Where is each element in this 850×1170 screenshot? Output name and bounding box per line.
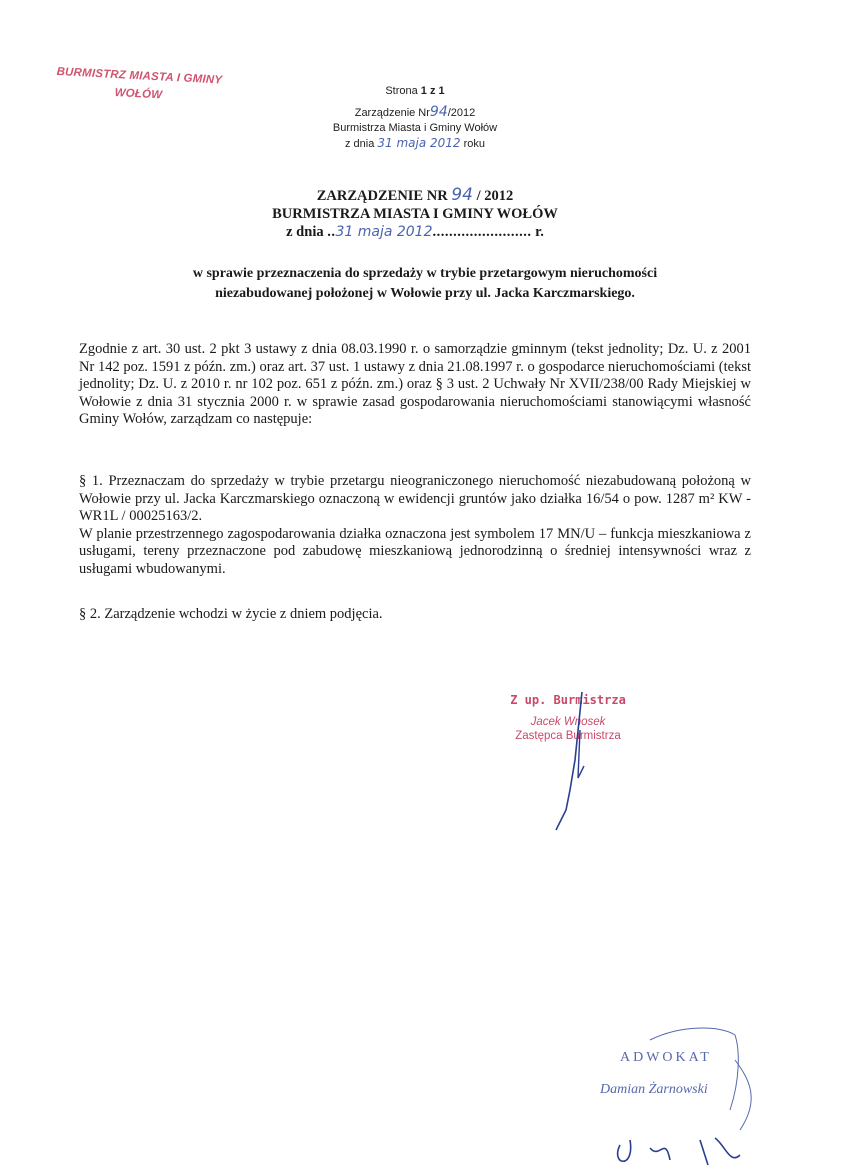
title-date-prefix: z dnia: [286, 224, 324, 240]
title-date-suffix: r.: [535, 224, 544, 240]
title-num-handwritten: 94: [451, 185, 473, 205]
page-total: 1: [438, 85, 445, 97]
order-num-handwritten: 94: [429, 104, 448, 120]
order-ref: [300, 105, 530, 121]
section-1: [79, 473, 751, 579]
title-dots-left: ..: [327, 224, 336, 240]
issuer-stamp-line1: BURMISTRZ MIASTA I GMINY: [56, 65, 223, 87]
lawyer-stamp-name: Damian Żarnowski: [600, 1082, 708, 1097]
title-dots-right: ........................: [432, 224, 532, 240]
subject-line1: w sprawie przeznaczenia do sprzedaży w trybie przetargowym nieruchomości: [192, 266, 658, 281]
title-prefix: ZARZĄDZENIE NR: [316, 188, 448, 204]
section-2: [79, 606, 751, 624]
title-date-handwritten: 31 maja 2012: [335, 224, 433, 240]
page-of: z: [429, 85, 436, 97]
section-1-text-a: § 1. Przeznaczam do sprzedaży w trybie przetargu nieograniczonego nieruchomość niezabudowaną położoną w Wołowie przy ul. Jacka Karczmarskiego oznaczoną w ewidencji gruntów jako działka 16/54 o pow. 1287 m² KW - WR1L / 00025163/2.: [79, 473, 751, 525]
lawyer-stamp: [600, 1050, 760, 1098]
subject-line2: niezabudowanej położonej w Wołowie przy ul. Jacka Karczmarskiego.: [215, 286, 635, 301]
issuer-stamp: [38, 62, 240, 108]
handwritten-signature: [540, 690, 600, 840]
document-title: [150, 186, 680, 241]
signature-stamp-line2: Jacek Wnosek: [530, 716, 606, 728]
title-line1: [150, 186, 680, 205]
order-issuer: Burmistrza Miasta i Gminy Wołów: [332, 122, 498, 134]
page-counter: [300, 84, 530, 99]
page-num: 1: [420, 85, 427, 97]
date-prefix: z dnia: [344, 138, 375, 150]
legal-basis-text: Zgodnie z art. 30 ust. 2 pkt 3 ustawy z dnia 08.03.1990 r. o samorządzie gminnym (tekst jednolity; Dz. U. z 2001 Nr 142 poz. 1591 z późn. zm.) oraz art. 37 ust. 1 ustawy z dnia 21.08.1997 r. o gospodarce nieruchomościami (tekst jednolity; Dz. U. z 2010 r. nr 102 poz. 651 z późn. zm.) oraz § 3 ust. 2 Uchwały Nr XVII/238/00 Rady Miejskiej w Wołowie z dnia 31 stycznia 2000 r. w sprawie zasad gospodarowania nieruchomościami stanowiącymi własność Gminy Wołów, zarządzam co następuje:: [79, 341, 751, 428]
section-2-text: § 2. Zarządzenie wchodzi w życie z dniem podjęcia.: [79, 606, 383, 622]
title-suffix: / 2012: [476, 188, 514, 204]
title-line3: [150, 223, 680, 241]
section-1-text-b: W planie przestrzennego zagospodarowania działka oznaczona jest symbolem 17 MN/U – funkcja mieszkaniowa z usługami, tereny przeznaczone pod zabudowę mieszkaniową jednorodzinną o średniej intensywności wraz z usługami wbudowanymi.: [79, 525, 751, 577]
legal-basis-paragraph: [79, 341, 751, 429]
order-suffix: /2012: [447, 107, 476, 119]
date-suffix: roku: [463, 138, 486, 150]
order-prefix: Zarządzenie Nr: [354, 107, 430, 119]
signature-stamp-line1: Z up. Burmistrza: [510, 693, 626, 707]
title-line2: BURMISTRZA MIASTA I GMINY WOŁÓW: [272, 206, 558, 222]
page-header: [300, 84, 530, 152]
order-date: [300, 136, 530, 152]
date-handwritten: 31 maja 2012: [377, 136, 461, 150]
signature-stamp-line3: Zastępca Burmistrza: [515, 730, 621, 742]
document-subject: [90, 264, 760, 304]
issuer-stamp-line2: WOŁÓW: [114, 86, 163, 102]
lawyer-stamp-title: ADWOKAT: [620, 1050, 712, 1065]
page-label: Strona: [385, 85, 418, 97]
